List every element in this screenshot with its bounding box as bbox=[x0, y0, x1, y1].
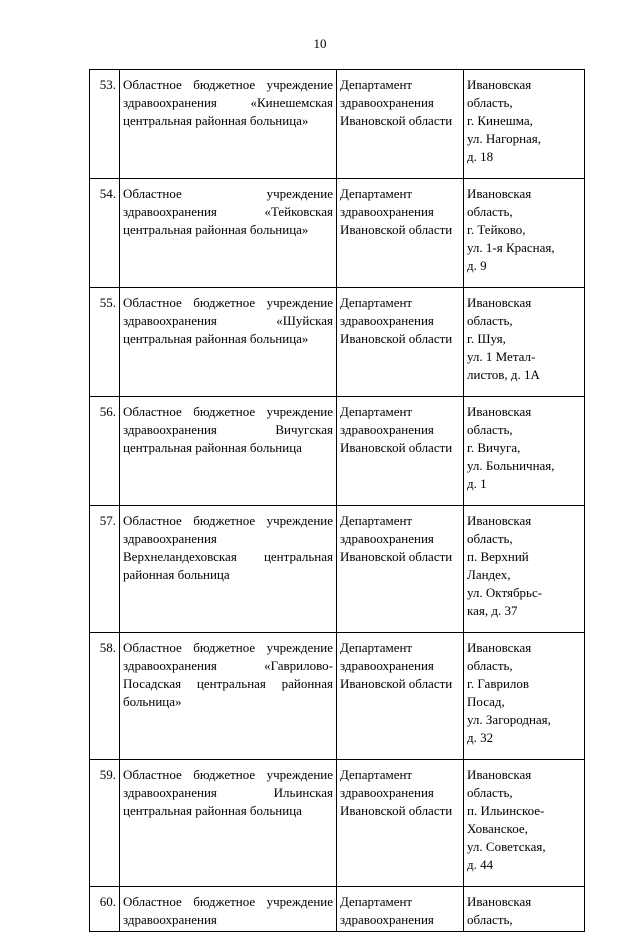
institution-name bbox=[120, 760, 337, 887]
address-line: д. 1 bbox=[467, 476, 487, 491]
row-number: 57. bbox=[90, 506, 120, 633]
address-line: Посад, bbox=[467, 694, 505, 709]
table-row bbox=[90, 288, 585, 397]
institutions-table bbox=[89, 69, 585, 932]
address bbox=[464, 179, 585, 288]
department-name: Департамент здравоохранения Ивановской области bbox=[337, 397, 464, 506]
address-line: Хованское, bbox=[467, 821, 528, 836]
institution-name-text: Областное бюджетное учреждение здравоохранения «Шуйская центральная районная больница» bbox=[123, 295, 333, 346]
address-line: ул. Больничная, bbox=[467, 458, 555, 473]
address-line: г. Тейково, bbox=[467, 222, 526, 237]
institution-name-text: Областное бюджетное учреждение здравоохранения Ильинская центральная районная больница bbox=[123, 767, 333, 818]
institution-name-text: Областное учреждение здравоохранения «Тейковская центральная районная больница» bbox=[123, 186, 333, 237]
institution-name-text: Областное бюджетное учреждение здравоохранения «Кинешемская центральная районная больница» bbox=[123, 77, 333, 128]
department-name: Департамент здравоохранения bbox=[337, 887, 464, 932]
institution-name-text: Областное бюджетное учреждение здравоохранения bbox=[123, 894, 333, 927]
address-line: Ивановская bbox=[467, 513, 532, 528]
address-line: Ландех, bbox=[467, 567, 511, 582]
address-line: ул. Советская, bbox=[467, 839, 546, 854]
address-line: п. Верхний bbox=[467, 549, 529, 564]
address-line: Ивановская bbox=[467, 295, 532, 310]
table-row bbox=[90, 70, 585, 179]
row-number: 53. bbox=[90, 70, 120, 179]
address bbox=[464, 506, 585, 633]
institution-name bbox=[120, 70, 337, 179]
address-line: ул. 1-я Красная, bbox=[467, 240, 555, 255]
address-line: г. Вичуга, bbox=[467, 440, 521, 455]
table-body bbox=[90, 70, 585, 932]
department-name: Департамент здравоохранения Ивановской области bbox=[337, 179, 464, 288]
address-line: область, bbox=[467, 658, 513, 673]
institution-name-text: Областное бюджетное учреждение здравоохранения Вичугская центральная районная больница bbox=[123, 404, 333, 455]
row-number: 59. bbox=[90, 760, 120, 887]
address-line: область, bbox=[467, 912, 513, 927]
address-line: Ивановская bbox=[467, 404, 532, 419]
table-row bbox=[90, 397, 585, 506]
table-row bbox=[90, 887, 585, 932]
address-line: Ивановская bbox=[467, 77, 532, 92]
row-number: 55. bbox=[90, 288, 120, 397]
institution-name bbox=[120, 506, 337, 633]
address-line: п. Ильинское- bbox=[467, 803, 545, 818]
table-row bbox=[90, 633, 585, 760]
table-row bbox=[90, 506, 585, 633]
table-row bbox=[90, 760, 585, 887]
row-number: 56. bbox=[90, 397, 120, 506]
row-number: 58. bbox=[90, 633, 120, 760]
address bbox=[464, 397, 585, 506]
address-line: д. 18 bbox=[467, 149, 494, 164]
institution-name bbox=[120, 397, 337, 506]
address-line: область, bbox=[467, 95, 513, 110]
address bbox=[464, 288, 585, 397]
address-line: Ивановская bbox=[467, 640, 532, 655]
department-name: Департамент здравоохранения Ивановской области bbox=[337, 506, 464, 633]
address-line: Ивановская bbox=[467, 894, 532, 909]
address-line: д. 32 bbox=[467, 730, 494, 745]
institution-name-text: Областное бюджетное учреждение здравоохранения «Гаврилово-Посадская центральная районная больница» bbox=[123, 640, 333, 709]
address bbox=[464, 633, 585, 760]
address-line: область, bbox=[467, 204, 513, 219]
institution-name-text: Областное бюджетное учреждение здравоохранения Верхнеландеховская центральная районная больница bbox=[123, 513, 333, 582]
row-number: 54. bbox=[90, 179, 120, 288]
department-name: Департамент здравоохранения Ивановской области bbox=[337, 288, 464, 397]
department-name: Департамент здравоохранения Ивановской области bbox=[337, 760, 464, 887]
address-line: д. 9 bbox=[467, 258, 487, 273]
address-line: г. Кинешма, bbox=[467, 113, 533, 128]
address-line: ул. 1 Метал- bbox=[467, 349, 536, 364]
address-line: Ивановская bbox=[467, 186, 532, 201]
address-line: Ивановская bbox=[467, 767, 532, 782]
address-line: ул. Октябрьс- bbox=[467, 585, 543, 600]
institution-name bbox=[120, 288, 337, 397]
address-line: ул. Загородная, bbox=[467, 712, 551, 727]
institution-name bbox=[120, 633, 337, 760]
institution-name bbox=[120, 887, 337, 932]
address-line: д. 44 bbox=[467, 857, 494, 872]
address-line: область, bbox=[467, 531, 513, 546]
address-line: г. Гаврилов bbox=[467, 676, 530, 691]
table-row bbox=[90, 179, 585, 288]
department-name: Департамент здравоохранения Ивановской области bbox=[337, 70, 464, 179]
address bbox=[464, 760, 585, 887]
address-line: листов, д. 1А bbox=[467, 367, 540, 382]
address-line: кая, д. 37 bbox=[467, 603, 518, 618]
page-number: 10 bbox=[313, 36, 327, 51]
row-number: 60. bbox=[90, 887, 120, 932]
address-line: область, bbox=[467, 785, 513, 800]
address-line: область, bbox=[467, 422, 513, 437]
institution-name bbox=[120, 179, 337, 288]
address-line: ул. Нагорная, bbox=[467, 131, 542, 146]
address bbox=[464, 70, 585, 179]
address-line: область, bbox=[467, 313, 513, 328]
department-name: Департамент здравоохранения Ивановской области bbox=[337, 633, 464, 760]
address bbox=[464, 887, 585, 932]
address-line: г. Шуя, bbox=[467, 331, 506, 346]
